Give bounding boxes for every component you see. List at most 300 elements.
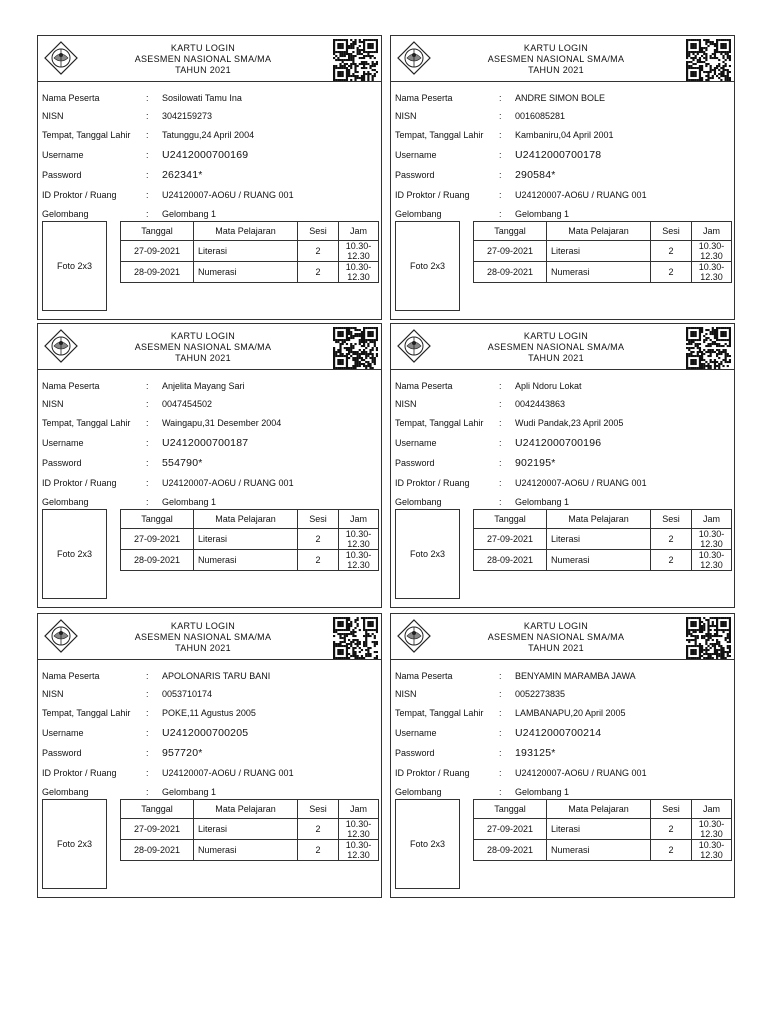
colon: :	[499, 477, 502, 488]
schedule-row	[474, 262, 732, 283]
schedule-row	[121, 819, 379, 840]
login-card-2	[390, 35, 735, 320]
value-username: U2412000700178	[515, 149, 602, 161]
cell-sesi: 2	[298, 840, 339, 861]
title-line-1: KARTU LOGIN	[170, 331, 236, 341]
row-nisn	[42, 395, 377, 413]
colon: :	[499, 418, 502, 428]
row-ttl	[42, 413, 377, 433]
colon: :	[146, 380, 149, 391]
row-password	[395, 743, 730, 763]
cell-sesi: 2	[298, 241, 339, 262]
login-card-3	[37, 323, 382, 608]
cell-jam: 10.30-12.30	[339, 550, 379, 571]
schedule-table	[120, 509, 379, 571]
qr-code-icon	[686, 39, 731, 81]
value-proktor: U24120007-AO6U / RUANG 001	[162, 767, 294, 778]
cell-sesi: 2	[651, 819, 692, 840]
card-title	[471, 43, 641, 76]
colon: :	[499, 399, 502, 409]
schedule-row	[474, 840, 732, 861]
cell-sesi: 2	[651, 262, 692, 283]
value-gelombang: Gelombang 1	[162, 496, 217, 507]
row-nisn	[42, 107, 377, 125]
value-username: U2412000700169	[162, 149, 249, 161]
qr-code-icon	[686, 617, 731, 659]
row-username	[395, 145, 730, 165]
colon: :	[146, 189, 149, 200]
label-nisn: NISN	[42, 689, 64, 699]
label-nama: Nama Peserta	[42, 380, 100, 391]
colon: :	[499, 438, 502, 448]
label-nisn: NISN	[42, 111, 64, 121]
row-proktor	[42, 473, 377, 492]
cell-mapel: Literasi	[194, 241, 298, 262]
title-line-1: KARTU LOGIN	[523, 331, 589, 341]
value-gelombang: Gelombang 1	[162, 786, 217, 797]
schedule-table	[473, 221, 732, 283]
row-nama	[42, 376, 377, 395]
value-password: 902195*	[515, 457, 556, 469]
cell-tanggal: 28-09-2021	[474, 262, 547, 283]
card-header	[391, 614, 734, 660]
participant-details	[42, 88, 377, 223]
card-header	[38, 614, 381, 660]
label-nisn: NISN	[42, 399, 64, 409]
schedule-row	[474, 529, 732, 550]
cell-jam: 10.30-12.30	[692, 550, 732, 571]
value-ttl: Waingapu,31 Desember 2004	[162, 418, 282, 428]
login-card-5	[37, 613, 382, 898]
label-nama: Nama Peserta	[42, 670, 100, 681]
header-mapel: Mata Pelajaran	[194, 510, 298, 529]
title-line-1: KARTU LOGIN	[523, 621, 589, 631]
label-ttl: Tempat, Tanggal Lahir	[42, 130, 131, 140]
colon: :	[146, 438, 149, 448]
title-line-2: ASESMEN NASIONAL SMA/MA	[487, 54, 625, 64]
label-password: Password	[395, 748, 435, 758]
header-tanggal: Tanggal	[121, 800, 194, 819]
value-ttl: Wudi Pandak,23 April 2005	[515, 418, 624, 428]
cell-tanggal: 27-09-2021	[121, 241, 194, 262]
row-password	[395, 165, 730, 185]
colon: :	[146, 458, 149, 468]
title-line-2: ASESMEN NASIONAL SMA/MA	[487, 632, 625, 642]
value-password: 554790*	[162, 457, 203, 469]
login-card-6	[390, 613, 735, 898]
schedule-header-row	[121, 222, 379, 241]
value-nisn: 0053710174	[162, 689, 213, 699]
label-gelombang: Gelombang	[395, 786, 442, 797]
value-proktor: U24120007-AO6U / RUANG 001	[515, 477, 647, 488]
qr-code-icon	[333, 327, 378, 369]
header-jam: Jam	[692, 510, 732, 529]
label-ttl: Tempat, Tanggal Lahir	[42, 418, 131, 428]
colon: :	[499, 111, 502, 121]
cell-tanggal: 27-09-2021	[474, 241, 547, 262]
cell-jam: 10.30-12.30	[339, 241, 379, 262]
label-password: Password	[42, 458, 82, 468]
value-gelombang: Gelombang 1	[515, 786, 570, 797]
label-nama: Nama Peserta	[42, 92, 100, 103]
colon: :	[146, 208, 149, 219]
photo-placeholder	[395, 509, 460, 599]
row-nama	[42, 666, 377, 685]
colon: :	[499, 767, 502, 778]
header-tanggal: Tanggal	[121, 510, 194, 529]
colon: :	[146, 708, 149, 718]
cell-tanggal: 28-09-2021	[121, 840, 194, 861]
cell-mapel: Numerasi	[547, 550, 651, 571]
value-nama: BENYAMIN MARAMBA JAWA	[515, 670, 636, 681]
label-proktor: ID Proktor / Ruang	[395, 477, 470, 488]
cell-mapel: Literasi	[194, 529, 298, 550]
tut-wuri-handayani-logo-icon	[43, 618, 79, 654]
colon: :	[499, 496, 502, 507]
header-jam: Jam	[692, 800, 732, 819]
value-password: 262341*	[162, 169, 203, 181]
colon: :	[146, 150, 149, 160]
row-password	[42, 453, 377, 473]
colon: :	[499, 458, 502, 468]
tut-wuri-handayani-logo-icon	[396, 618, 432, 654]
schedule-row	[474, 819, 732, 840]
header-jam: Jam	[339, 800, 379, 819]
photo-label: Foto 2x3	[56, 261, 93, 271]
label-nisn: NISN	[395, 111, 417, 121]
label-username: Username	[42, 150, 84, 160]
row-nisn	[395, 395, 730, 413]
cell-tanggal: 27-09-2021	[474, 819, 547, 840]
title-line-3: TAHUN 2021	[175, 65, 231, 75]
card-title	[471, 621, 641, 654]
label-ttl: Tempat, Tanggal Lahir	[395, 418, 484, 428]
cell-mapel: Numerasi	[194, 550, 298, 571]
cell-mapel: Literasi	[547, 529, 651, 550]
qr-code-icon	[686, 327, 731, 369]
card-title	[471, 331, 641, 364]
value-nama: Anjelita Mayang Sari	[162, 380, 245, 391]
row-proktor	[395, 473, 730, 492]
cell-jam: 10.30-12.30	[339, 819, 379, 840]
label-username: Username	[395, 728, 437, 738]
row-username	[395, 433, 730, 453]
header-mapel: Mata Pelajaran	[194, 222, 298, 241]
cell-sesi: 2	[651, 529, 692, 550]
value-ttl: Kambaniru,04 April 2001	[515, 130, 614, 140]
title-line-2: ASESMEN NASIONAL SMA/MA	[134, 342, 272, 352]
label-password: Password	[395, 458, 435, 468]
header-tanggal: Tanggal	[474, 222, 547, 241]
qr-code-icon	[333, 39, 378, 81]
cell-sesi: 2	[651, 241, 692, 262]
row-nisn	[395, 685, 730, 703]
colon: :	[499, 786, 502, 797]
header-sesi: Sesi	[298, 800, 339, 819]
tut-wuri-handayani-logo-icon	[396, 328, 432, 364]
colon: :	[146, 689, 149, 699]
label-username: Username	[395, 438, 437, 448]
card-title	[118, 43, 288, 76]
cell-tanggal: 28-09-2021	[474, 840, 547, 861]
card-header	[391, 324, 734, 370]
label-username: Username	[395, 150, 437, 160]
schedule-row	[121, 529, 379, 550]
cell-mapel: Numerasi	[547, 840, 651, 861]
title-line-3: TAHUN 2021	[528, 353, 584, 363]
schedule-row	[121, 262, 379, 283]
participant-details	[42, 376, 377, 511]
schedule-row	[121, 840, 379, 861]
cell-jam: 10.30-12.30	[692, 819, 732, 840]
label-proktor: ID Proktor / Ruang	[395, 189, 470, 200]
row-username	[42, 145, 377, 165]
cell-sesi: 2	[651, 550, 692, 571]
login-card-1	[37, 35, 382, 320]
row-proktor	[42, 185, 377, 204]
participant-details	[42, 666, 377, 801]
title-line-2: ASESMEN NASIONAL SMA/MA	[487, 342, 625, 352]
cell-tanggal: 27-09-2021	[474, 529, 547, 550]
cell-tanggal: 27-09-2021	[121, 819, 194, 840]
cell-tanggal: 28-09-2021	[121, 262, 194, 283]
colon: :	[146, 111, 149, 121]
colon: :	[146, 670, 149, 681]
participant-details	[395, 666, 730, 801]
row-proktor	[395, 185, 730, 204]
value-username: U2412000700196	[515, 437, 602, 449]
value-nisn: 0047454502	[162, 399, 213, 409]
cell-jam: 10.30-12.30	[692, 241, 732, 262]
row-proktor	[395, 763, 730, 782]
schedule-row	[121, 241, 379, 262]
row-ttl	[42, 703, 377, 723]
schedule-table	[473, 509, 732, 571]
label-proktor: ID Proktor / Ruang	[42, 767, 117, 778]
cell-mapel: Numerasi	[194, 262, 298, 283]
label-gelombang: Gelombang	[42, 786, 89, 797]
title-line-1: KARTU LOGIN	[170, 43, 236, 53]
row-password	[42, 743, 377, 763]
colon: :	[499, 748, 502, 758]
schedule-row	[121, 550, 379, 571]
cell-tanggal: 27-09-2021	[121, 529, 194, 550]
colon: :	[499, 689, 502, 699]
row-nama	[42, 88, 377, 107]
title-line-3: TAHUN 2021	[528, 643, 584, 653]
value-nama: APOLONARIS TARU BANI	[162, 670, 271, 681]
value-proktor: U24120007-AO6U / RUANG 001	[162, 189, 294, 200]
tut-wuri-handayani-logo-icon	[43, 40, 79, 76]
card-header	[391, 36, 734, 82]
label-ttl: Tempat, Tanggal Lahir	[42, 708, 131, 718]
photo-placeholder	[42, 799, 107, 889]
colon: :	[146, 728, 149, 738]
colon: :	[146, 748, 149, 758]
cell-mapel: Literasi	[194, 819, 298, 840]
photo-placeholder	[395, 221, 460, 311]
photo-placeholder	[42, 509, 107, 599]
cell-jam: 10.30-12.30	[339, 840, 379, 861]
label-ttl: Tempat, Tanggal Lahir	[395, 130, 484, 140]
card-title	[118, 621, 288, 654]
cell-sesi: 2	[298, 262, 339, 283]
schedule-header-row	[121, 800, 379, 819]
row-nisn	[395, 107, 730, 125]
value-nama: Apli Ndoru Lokat	[515, 380, 582, 391]
header-jam: Jam	[692, 222, 732, 241]
header-mapel: Mata Pelajaran	[194, 800, 298, 819]
row-nama	[395, 376, 730, 395]
header-tanggal: Tanggal	[474, 800, 547, 819]
label-gelombang: Gelombang	[42, 208, 89, 219]
colon: :	[146, 767, 149, 778]
row-username	[395, 723, 730, 743]
row-username	[42, 433, 377, 453]
value-nisn: 0016085281	[515, 111, 566, 121]
colon: :	[146, 496, 149, 507]
title-line-1: KARTU LOGIN	[523, 43, 589, 53]
login-card-4	[390, 323, 735, 608]
label-password: Password	[42, 170, 82, 180]
value-ttl: LAMBANAPU,20 April 2005	[515, 708, 626, 718]
value-nisn: 0052273835	[515, 689, 566, 699]
value-proktor: U24120007-AO6U / RUANG 001	[515, 767, 647, 778]
label-nama: Nama Peserta	[395, 92, 453, 103]
value-proktor: U24120007-AO6U / RUANG 001	[162, 477, 294, 488]
schedule-table	[120, 221, 379, 283]
colon: :	[499, 130, 502, 140]
label-password: Password	[395, 170, 435, 180]
row-nama	[395, 88, 730, 107]
value-gelombang: Gelombang 1	[515, 208, 570, 219]
value-username: U2412000700214	[515, 727, 602, 739]
cell-jam: 10.30-12.30	[339, 529, 379, 550]
cell-mapel: Literasi	[547, 819, 651, 840]
header-tanggal: Tanggal	[474, 510, 547, 529]
photo-label: Foto 2x3	[56, 549, 93, 559]
value-ttl: Tatunggu,24 April 2004	[162, 130, 255, 140]
card-title	[118, 331, 288, 364]
schedule-header-row	[474, 800, 732, 819]
cell-jam: 10.30-12.30	[692, 529, 732, 550]
label-nisn: NISN	[395, 689, 417, 699]
row-password	[42, 165, 377, 185]
cell-sesi: 2	[298, 550, 339, 571]
cell-jam: 10.30-12.30	[692, 262, 732, 283]
cell-sesi: 2	[298, 819, 339, 840]
photo-placeholder	[42, 221, 107, 311]
value-ttl: POKE,11 Agustus 2005	[162, 708, 256, 718]
header-mapel: Mata Pelajaran	[547, 800, 651, 819]
header-mapel: Mata Pelajaran	[547, 222, 651, 241]
row-password	[395, 453, 730, 473]
value-nama: ANDRE SIMON BOLE	[515, 92, 606, 103]
label-proktor: ID Proktor / Ruang	[42, 189, 117, 200]
header-sesi: Sesi	[298, 222, 339, 241]
colon: :	[146, 130, 149, 140]
tut-wuri-handayani-logo-icon	[396, 40, 432, 76]
colon: :	[146, 786, 149, 797]
colon: :	[499, 150, 502, 160]
label-gelombang: Gelombang	[395, 496, 442, 507]
header-jam: Jam	[339, 222, 379, 241]
header-sesi: Sesi	[298, 510, 339, 529]
cell-tanggal: 28-09-2021	[121, 550, 194, 571]
value-gelombang: Gelombang 1	[515, 496, 570, 507]
value-password: 290584*	[515, 169, 556, 181]
participant-details	[395, 376, 730, 511]
label-nama: Nama Peserta	[395, 380, 453, 391]
header-sesi: Sesi	[651, 222, 692, 241]
label-nisn: NISN	[395, 399, 417, 409]
photo-label: Foto 2x3	[409, 261, 446, 271]
participant-details	[395, 88, 730, 223]
photo-label: Foto 2x3	[409, 839, 446, 849]
header-sesi: Sesi	[651, 800, 692, 819]
cell-mapel: Numerasi	[547, 262, 651, 283]
cell-jam: 10.30-12.30	[339, 262, 379, 283]
cell-mapel: Literasi	[547, 241, 651, 262]
label-gelombang: Gelombang	[42, 496, 89, 507]
value-nisn: 3042159273	[162, 111, 213, 121]
value-proktor: U24120007-AO6U / RUANG 001	[515, 189, 647, 200]
header-jam: Jam	[339, 510, 379, 529]
row-proktor	[42, 763, 377, 782]
row-ttl	[42, 125, 377, 145]
label-proktor: ID Proktor / Ruang	[42, 477, 117, 488]
schedule-header-row	[121, 510, 379, 529]
photo-label: Foto 2x3	[56, 839, 93, 849]
label-nama: Nama Peserta	[395, 670, 453, 681]
value-username: U2412000700187	[162, 437, 249, 449]
row-ttl	[395, 125, 730, 145]
title-line-2: ASESMEN NASIONAL SMA/MA	[134, 54, 272, 64]
schedule-row	[474, 241, 732, 262]
colon: :	[499, 170, 502, 180]
value-gelombang: Gelombang 1	[162, 208, 217, 219]
label-ttl: Tempat, Tanggal Lahir	[395, 708, 484, 718]
row-username	[42, 723, 377, 743]
value-nama: Sosilowati Tamu Ina	[162, 92, 242, 103]
cell-jam: 10.30-12.30	[692, 840, 732, 861]
header-mapel: Mata Pelajaran	[547, 510, 651, 529]
colon: :	[146, 170, 149, 180]
schedule-header-row	[474, 222, 732, 241]
title-line-1: KARTU LOGIN	[170, 621, 236, 631]
colon: :	[146, 399, 149, 409]
row-nama	[395, 666, 730, 685]
colon: :	[146, 92, 149, 103]
colon: :	[499, 380, 502, 391]
schedule-table	[473, 799, 732, 861]
title-line-3: TAHUN 2021	[528, 65, 584, 75]
header-tanggal: Tanggal	[121, 222, 194, 241]
colon: :	[499, 189, 502, 200]
row-ttl	[395, 703, 730, 723]
title-line-3: TAHUN 2021	[175, 643, 231, 653]
cell-tanggal: 28-09-2021	[474, 550, 547, 571]
title-line-2: ASESMEN NASIONAL SMA/MA	[134, 632, 272, 642]
photo-label: Foto 2x3	[409, 549, 446, 559]
cell-mapel: Numerasi	[194, 840, 298, 861]
tut-wuri-handayani-logo-icon	[43, 328, 79, 364]
header-sesi: Sesi	[651, 510, 692, 529]
colon: :	[499, 208, 502, 219]
cell-sesi: 2	[651, 840, 692, 861]
value-password: 957720*	[162, 747, 203, 759]
colon: :	[499, 728, 502, 738]
